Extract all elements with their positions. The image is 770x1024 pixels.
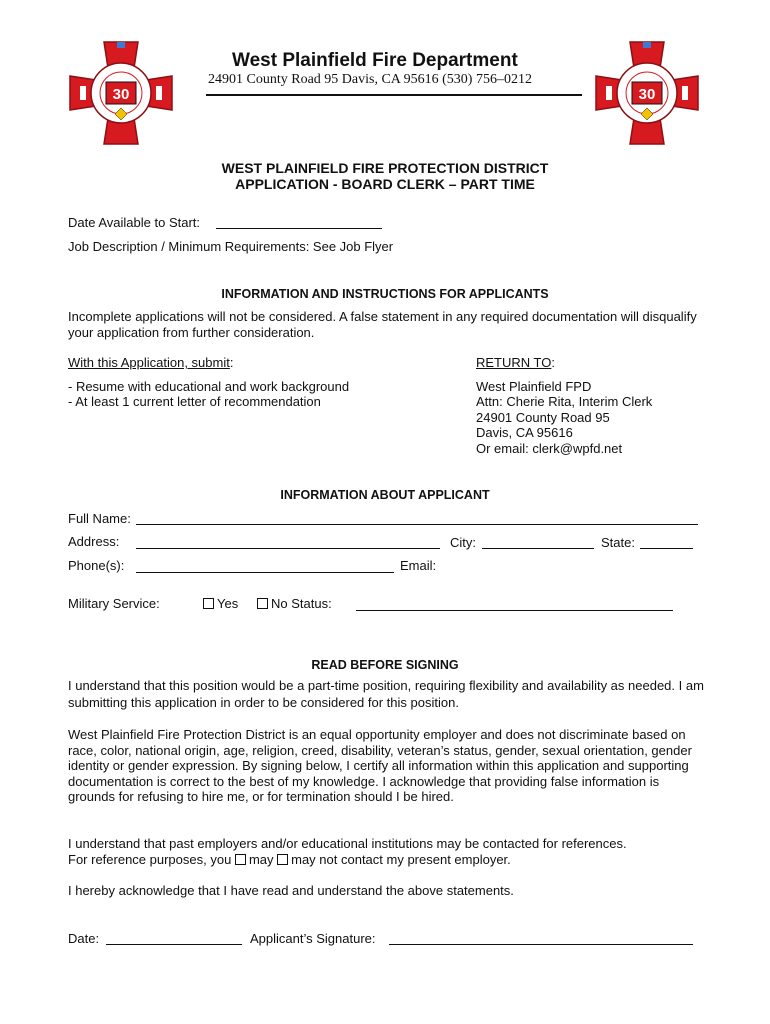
- date-label: Date:: [68, 931, 100, 946]
- may-label: may: [248, 852, 274, 867]
- city-field[interactable]: [482, 548, 594, 549]
- phones-field[interactable]: [136, 572, 394, 573]
- signing-para-4: I hereby acknowledge that I have read and understand the above statements.: [68, 883, 514, 898]
- form-title-line2: APPLICATION - BOARD CLERK – PART TIME: [235, 176, 535, 192]
- address-field[interactable]: [136, 548, 440, 549]
- instructions-body: Incomplete applications will not be considered. A false statement in any required documentation will disqualify your application from further consideration.: [68, 309, 697, 340]
- phones-label: Phone(s):: [68, 558, 125, 573]
- military-yes-label: Yes: [217, 596, 239, 611]
- date-field[interactable]: [106, 944, 242, 945]
- address-label: Address:: [68, 534, 120, 549]
- state-label: State:: [601, 535, 635, 550]
- full-name-label: Full Name:: [68, 511, 131, 526]
- submit-item-1: - Resume with educational and work background: [68, 379, 350, 394]
- org-name: West Plainfield Fire Department: [232, 50, 518, 71]
- military-no-status-checkbox[interactable]: [257, 598, 268, 609]
- may-not-label: may not contact my present employer.: [291, 852, 511, 867]
- logo-station-number: 30: [638, 86, 656, 103]
- applicant-heading: INFORMATION ABOUT APPLICANT: [280, 488, 490, 502]
- fire-department-logo-right: [592, 38, 702, 148]
- job-description: Job Description / Minimum Requirements: See Job Flyer: [68, 239, 394, 254]
- org-address: 24901 County Road 95 Davis, CA 95616 (530) 756–0212: [208, 72, 532, 87]
- date-available-field[interactable]: [216, 228, 382, 229]
- city-label: City:: [450, 535, 476, 550]
- submit-label-wrap: With this Application, submit:: [68, 355, 234, 370]
- military-label: Military Service:: [68, 596, 160, 611]
- signature-field[interactable]: [389, 944, 693, 945]
- return-label-wrap: RETURN TO:: [476, 355, 555, 370]
- instructions-heading: INFORMATION AND INSTRUCTIONS FOR APPLICANTS: [221, 287, 549, 301]
- full-name-field[interactable]: [136, 524, 698, 525]
- military-yes-option[interactable]: [203, 596, 238, 612]
- may-not-checkbox[interactable]: [277, 854, 288, 865]
- signing-para-1: I understand that this position would be a part-time position, requiring flexibility and availability as needed. I am submitting this application in order to be considered for this position.: [68, 678, 704, 710]
- military-no-status-label: No Status:: [271, 596, 332, 611]
- fire-department-logo-left: [66, 38, 176, 148]
- state-field[interactable]: [640, 548, 693, 549]
- submit-item-2: - At least 1 current letter of recommendation: [68, 394, 321, 409]
- return-line-5: Or email: clerk@wpfd.net: [476, 441, 623, 456]
- submit-label: With this Application, submit: [68, 355, 230, 370]
- reference-prefix: For reference purposes, you: [68, 852, 232, 867]
- return-line-2: Attn: Cherie Rita, Interim Clerk: [476, 394, 653, 409]
- may-checkbox[interactable]: [235, 854, 246, 865]
- logo-station-number: 30: [112, 86, 130, 103]
- military-yes-checkbox[interactable]: [203, 598, 214, 609]
- signing-para-2: West Plainfield Fire Protection District is an equal opportunity employer and does not discriminate based on race, color, national origin, age, religion, creed, disability, veteran’s status, gender, sexual orientation, gender identity or gender expression. By signing below, I certify all information within this application and supporting documentation is correct to the best of my knowledge. I acknowledge that providing false information is grounds for refusing to hire me, or for termination should I be hired.: [68, 727, 692, 804]
- return-label: RETURN TO: [476, 355, 552, 370]
- date-available-label: Date Available to Start:: [68, 215, 201, 230]
- email-label: Email:: [400, 558, 437, 573]
- signature-label: Applicant’s Signature:: [250, 931, 376, 946]
- military-status-field[interactable]: [356, 610, 673, 611]
- return-line-1: West Plainfield FPD: [476, 379, 592, 394]
- form-title-line1: WEST PLAINFIELD FIRE PROTECTION DISTRICT: [221, 160, 549, 176]
- signing-para-3-line2: [68, 852, 511, 868]
- signing-heading: READ BEFORE SIGNING: [311, 658, 459, 672]
- return-line-4: Davis, CA 95616: [476, 425, 573, 440]
- return-line-3: 24901 County Road 95: [476, 410, 610, 425]
- header-rule: [206, 94, 582, 96]
- signing-para-3-line1: I understand that past employers and/or educational institutions may be contacted for references.: [68, 836, 627, 851]
- military-no-status-option[interactable]: [257, 596, 332, 612]
